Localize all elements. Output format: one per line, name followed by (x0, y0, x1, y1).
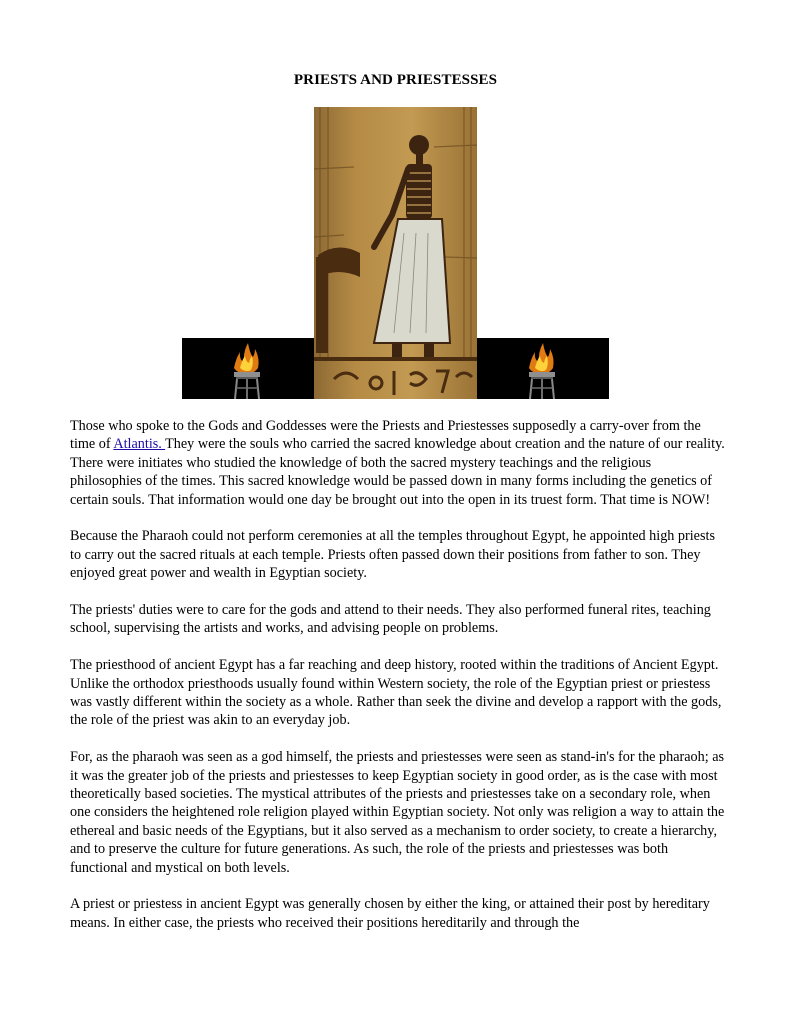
atlantis-link[interactable]: Atlantis. (113, 436, 166, 453)
header-banner (182, 107, 609, 399)
paragraph-selection: A priest or priestess in ancient Egypt was generally chosen by either the king, or attained their post by hereditary means. In either case, the priests who received their positions hereditarily and through the (70, 896, 710, 931)
priest-fresco-image (314, 107, 477, 399)
left-torch-panel (182, 338, 314, 399)
paragraph-role: For, as the pharaoh was seen as a god himself, the priests and priestesses were seen as stand-in's for the pharaoh; as it was the greater job of the priests and priestesses to keep Egyptian society in good order, as is the case with most theoretically based societies. The mystical attributes of the priests and priestesses take on a secondary role, when one considers the heightened role religion played within Egyptian society. Not only was religion a way to attain the ethereal and basic needs of the Egyptians, but it also served as a mechanism to order society, to create a hierarchy, and to preserve the culture for future generations. As such, the role of the priests and priestesses was both functional and mystical on both levels. (70, 749, 725, 876)
paragraph-duties: The priests' duties were to care for the gods and attend to their needs. They also performed funeral rites, teaching school, supervising the artists and works, and advising people on problems. (70, 602, 711, 637)
brazier-flame-icon (182, 338, 314, 399)
paragraph-pharaoh: Because the Pharaoh could not perform ceremonies at all the temples throughout Egypt, he appointed high priests to carry out the sacred rituals at each temple. Priests often passed down their positions from father to son. They enjoyed great power and wealth in Egyptian society. (70, 528, 715, 582)
article-body (70, 417, 725, 951)
paragraph-intro-text-cont: They were the souls who carried the sacred knowledge about creation and the nature of our reality. There were initiates who studied the knowledge of both the sacred mystery teachings and the religious philosophies of the times. This sacred knowledge would be passed down in many forms including the genetics of certain souls. That information would one day be brought out into the open in its truest form. That time is NOW! (70, 436, 725, 508)
page-title: PRIESTS AND PRIESTESSES (293, 72, 498, 88)
brazier-flame-icon (477, 338, 609, 399)
right-torch-panel (477, 338, 609, 399)
paragraph-intro (70, 417, 725, 509)
paragraph-intro-text: Those who spoke to the Gods and Goddesses were the Priests and Priestesses supposedly a carry-over from the time of (70, 418, 701, 453)
paragraph-history: The priesthood of ancient Egypt has a far reaching and deep history, rooted within the traditions of Ancient Egypt. Unlike the orthodox priesthoods usually found within Western society, the role of the Egyptian priest or priestess was vastly different within the society as a whole. Rather than seek the divine and develop a rapport with the gods, the role of the priest was akin to an everyday job. (70, 657, 722, 729)
